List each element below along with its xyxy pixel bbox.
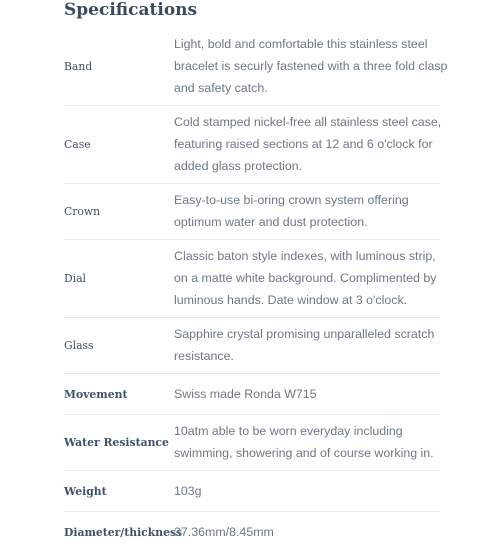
spec-value-line: 37.36mm/8.45mm: [174, 521, 440, 543]
spec-value-dial: [174, 240, 440, 318]
spec-value-line: added glass protection.: [174, 155, 440, 177]
spec-label-water-resistance: Water Resistance: [64, 415, 174, 471]
spec-value-case: [174, 106, 440, 184]
spec-value-line: Light, bold and comfortable this stainless steel: [174, 33, 440, 55]
spec-value-line: 103g: [174, 480, 440, 502]
spec-label-case: Case: [64, 106, 174, 184]
spec-label-movement: Movement: [64, 374, 174, 415]
spec-value-line: 10atm able to be worn everyday including: [174, 420, 440, 442]
spec-value-glass: [174, 318, 440, 374]
spec-value-line: Sapphire crystal promising unparalleled scratch: [174, 323, 440, 345]
spec-value-line: Cold stamped nickel-free all stainless steel case,: [174, 111, 440, 133]
spec-value-line: luminous hands. Date window at 3 o'clock.: [174, 289, 440, 311]
spec-label-weight: Weight: [64, 471, 174, 512]
spec-value-band: [174, 28, 440, 106]
spec-value-line: swimming, showering and of course working in.: [174, 442, 440, 464]
spec-row-band: [64, 28, 440, 106]
spec-row-glass: [64, 318, 440, 374]
spec-row-crown: [64, 184, 440, 240]
spec-value-crown: [174, 184, 440, 240]
spec-value-line: resistance.: [174, 345, 440, 367]
spec-label-glass: Glass: [64, 318, 174, 374]
spec-label-band: Band: [64, 28, 174, 106]
spec-value-line: Classic baton style indexes, with luminous strip,: [174, 245, 440, 267]
spec-value-line: optimum water and dust protection.: [174, 211, 440, 233]
spec-value-line: on a matte white background. Complimented by: [174, 267, 440, 289]
spec-row-weight: [64, 471, 440, 512]
spec-value-line: bracelet is securly fastened with a three fold clasp: [174, 55, 440, 77]
spec-row-diameter-thickness: [64, 512, 440, 552]
spec-row-case: [64, 106, 440, 184]
spec-value-line: Easy-to-use bi-oring crown system offering: [174, 189, 440, 211]
spec-value-line: featuring raised sections at 12 and 6 o'clock for: [174, 133, 440, 155]
spec-row-movement: [64, 374, 440, 415]
spec-value-line: Swiss made Ronda W715: [174, 383, 440, 405]
spec-value-line: and safety catch.: [174, 77, 440, 99]
spec-label-dial: Dial: [64, 240, 174, 318]
spec-label-diameter-thickness: Diameter/thickness: [64, 512, 174, 552]
spec-value-weight: [174, 471, 440, 512]
spec-value-diameter-thickness: [174, 512, 440, 552]
spec-label-crown: Crown: [64, 184, 174, 240]
spec-value-movement: [174, 374, 440, 415]
page-title: Specifications: [64, 0, 197, 22]
spec-value-water-resistance: [174, 415, 440, 471]
spec-row-water-resistance: [64, 415, 440, 471]
specifications-table: [64, 28, 440, 552]
spec-row-dial: [64, 240, 440, 318]
